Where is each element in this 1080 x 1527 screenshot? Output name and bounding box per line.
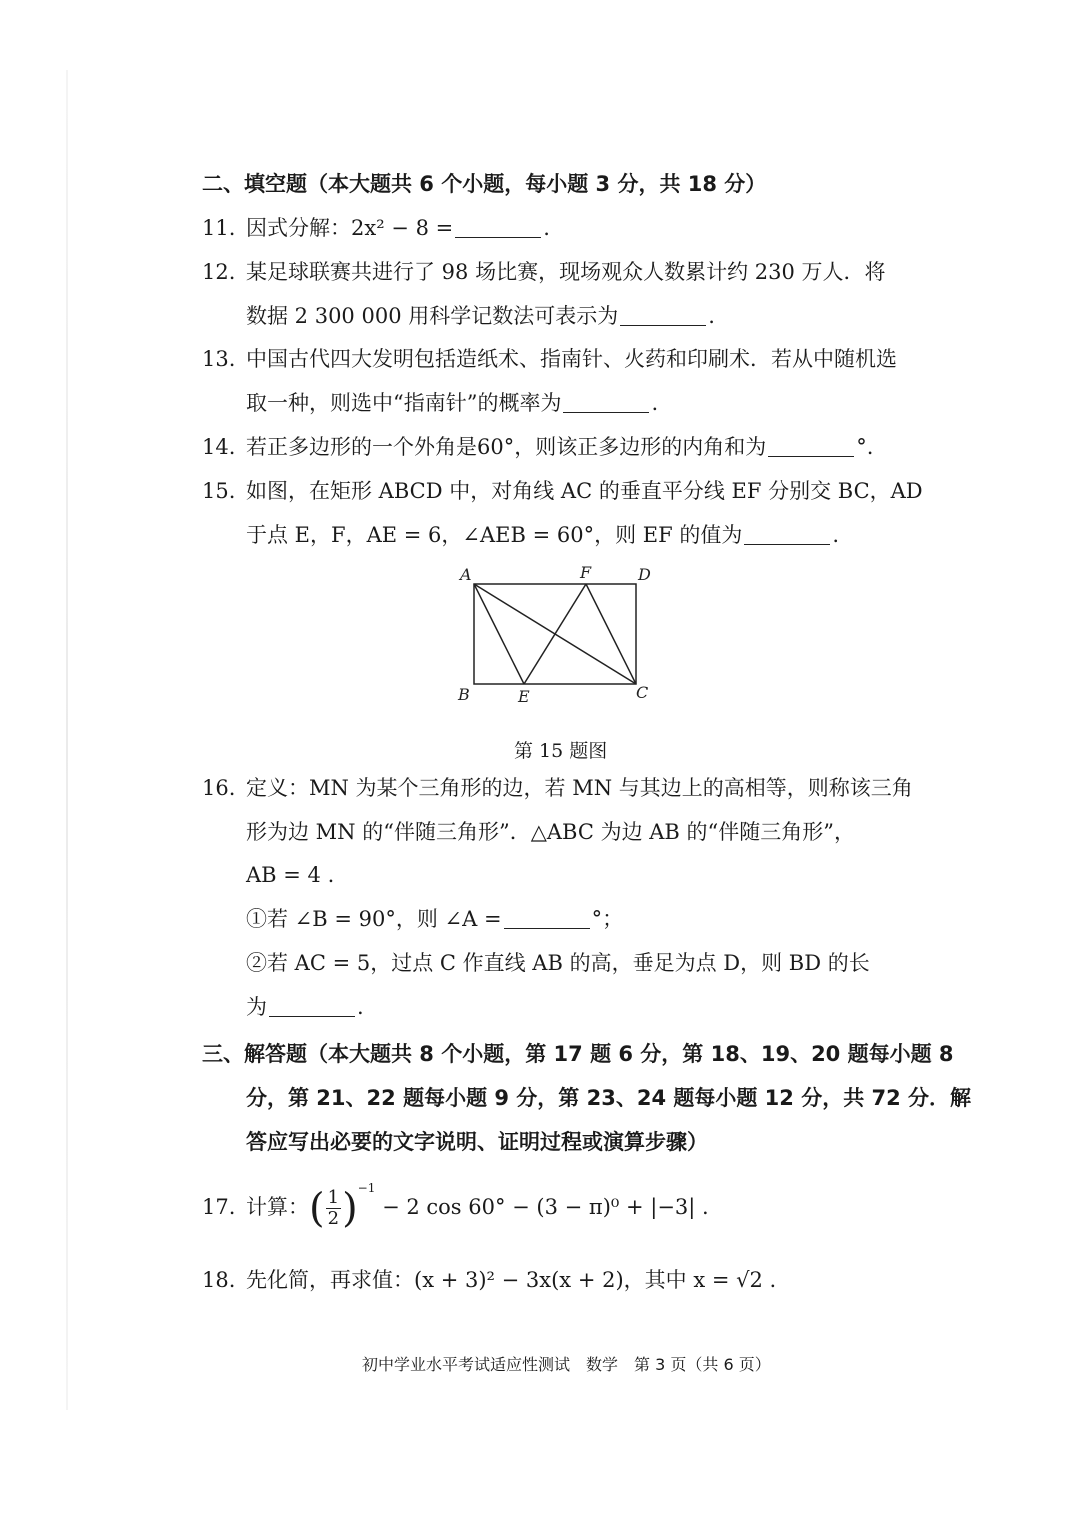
question-text: 因式分解： (246, 216, 351, 240)
question-16 (202, 778, 913, 799)
right-paren: ) (342, 1185, 358, 1232)
section-3-heading-line-3: 答应写出必要的文字说明、证明过程或演算步骤） (246, 1130, 708, 1154)
question-number: 11. (202, 216, 236, 240)
question-number: 17. (202, 1195, 236, 1219)
question-13-line-2 (246, 393, 658, 414)
punctuation: . (357, 995, 364, 1019)
question-text: 某足球联赛共进行了 98 场比赛，现场观众人数累计约 230 万人．将 (246, 260, 886, 284)
question-16-line-3: AB = 4 . (246, 863, 335, 887)
left-paren: ( (309, 1185, 325, 1232)
answer-blank[interactable] (504, 910, 590, 929)
punctuation: °. (856, 435, 874, 459)
question-12-line-2 (246, 306, 715, 327)
answer-blank[interactable] (269, 998, 355, 1017)
question-18 (202, 1270, 776, 1291)
label-a: A (460, 565, 472, 584)
question-15-line-2 (246, 525, 839, 546)
answer-blank[interactable] (744, 526, 830, 545)
punctuation: . (708, 304, 715, 328)
question-14 (202, 437, 873, 458)
question-number: 15. (202, 479, 236, 503)
question-number: 12. (202, 260, 236, 284)
question-number: 13. (202, 347, 236, 371)
exponent: −1 (357, 1181, 376, 1195)
punctuation: °； (591, 907, 624, 931)
label-c: C (636, 683, 649, 702)
segment-ef (524, 584, 586, 684)
question-16-part-2-line-2 (246, 997, 364, 1018)
question-number: 16. (202, 776, 236, 800)
question-16-part-2: ②若 AC = 5，过点 C 作直线 AB 的高，垂足为点 D，则 BD 的长 (246, 951, 870, 975)
question-17 (202, 1180, 709, 1237)
fraction-numerator: 1 (327, 1187, 340, 1209)
label-f: F (580, 563, 592, 582)
question-12 (202, 262, 886, 283)
question-text: 中国古代四大发明包括造纸术、指南针、火药和印刷术．若从中随机选 (246, 347, 897, 371)
answer-blank[interactable] (620, 307, 706, 326)
punctuation: . (651, 391, 659, 415)
section-3-heading-line-2: 分，第 21、22 题每小题 9 分，第 23、24 题每小题 12 分，共 72 分．解 (246, 1086, 972, 1110)
label-d: D (638, 565, 651, 584)
question-number: 14. (202, 435, 236, 459)
question-expression: − 2 cos 60° − (3 − π)⁰ + |−3| . (382, 1195, 709, 1219)
label-e: E (518, 687, 530, 706)
rectangle-figure (450, 560, 660, 710)
page-footer: 初中学业水平考试适应性测试 数学 第 3 页（共 6 页） (362, 1355, 771, 1374)
fraction-denominator: 2 (327, 1208, 340, 1229)
question-11 (202, 218, 550, 239)
question-text: 先化简，再求值：(x + 3)² − 3x(x + 2)，其中 x = √2 . (246, 1268, 777, 1292)
punctuation: . (832, 523, 840, 547)
question-text: 定义：MN 为某个三角形的边，若 MN 与其边上的高相等，则称该三角 (246, 776, 913, 800)
question-expression: 2x² − 8 = (351, 216, 454, 240)
answer-blank[interactable] (455, 219, 541, 238)
label-b: B (458, 685, 470, 704)
question-16-line-2: 形为边 MN 的“伴随三角形”．△ABC 为边 AB 的“伴随三角形”， (246, 820, 855, 844)
section-3-heading: 三、解答题（本大题共 8 个小题，第 17 题 6 分，第 18、19、20 题每小题 8 (202, 1042, 954, 1066)
question-text: 为 (246, 995, 267, 1019)
question-15 (202, 481, 923, 502)
question-number: 18. (202, 1268, 236, 1292)
question-13 (202, 349, 897, 370)
figure-caption: 第 15 题图 (514, 740, 608, 762)
question-text: 取一种，则选中“指南针”的概率为 (246, 391, 562, 415)
question-text: 如图，在矩形 ABCD 中，对角线 AC 的垂直平分线 EF 分别交 BC，AD (246, 479, 923, 503)
answer-blank[interactable] (768, 438, 854, 457)
question-text: 数据 2 300 000 用科学记数法可表示为 (246, 304, 619, 328)
question-text: 计算： (246, 1195, 309, 1219)
answer-blank[interactable] (563, 394, 649, 413)
fraction-one-half (326, 1188, 341, 1229)
question-text: 若正多边形的一个外角是60°，则该正多边形的内角和为 (246, 435, 767, 459)
question-16-part-1 (246, 909, 623, 930)
question-text: 于点 E，F，AE = 6，∠AEB = 60°，则 EF 的值为 (246, 523, 743, 547)
section-2-heading: 二、填空题（本大题共 6 个小题，每小题 3 分，共 18 分） (202, 172, 767, 196)
question-text: ①若 ∠B = 90°，则 ∠A = (246, 907, 502, 931)
punctuation: . (543, 216, 550, 240)
